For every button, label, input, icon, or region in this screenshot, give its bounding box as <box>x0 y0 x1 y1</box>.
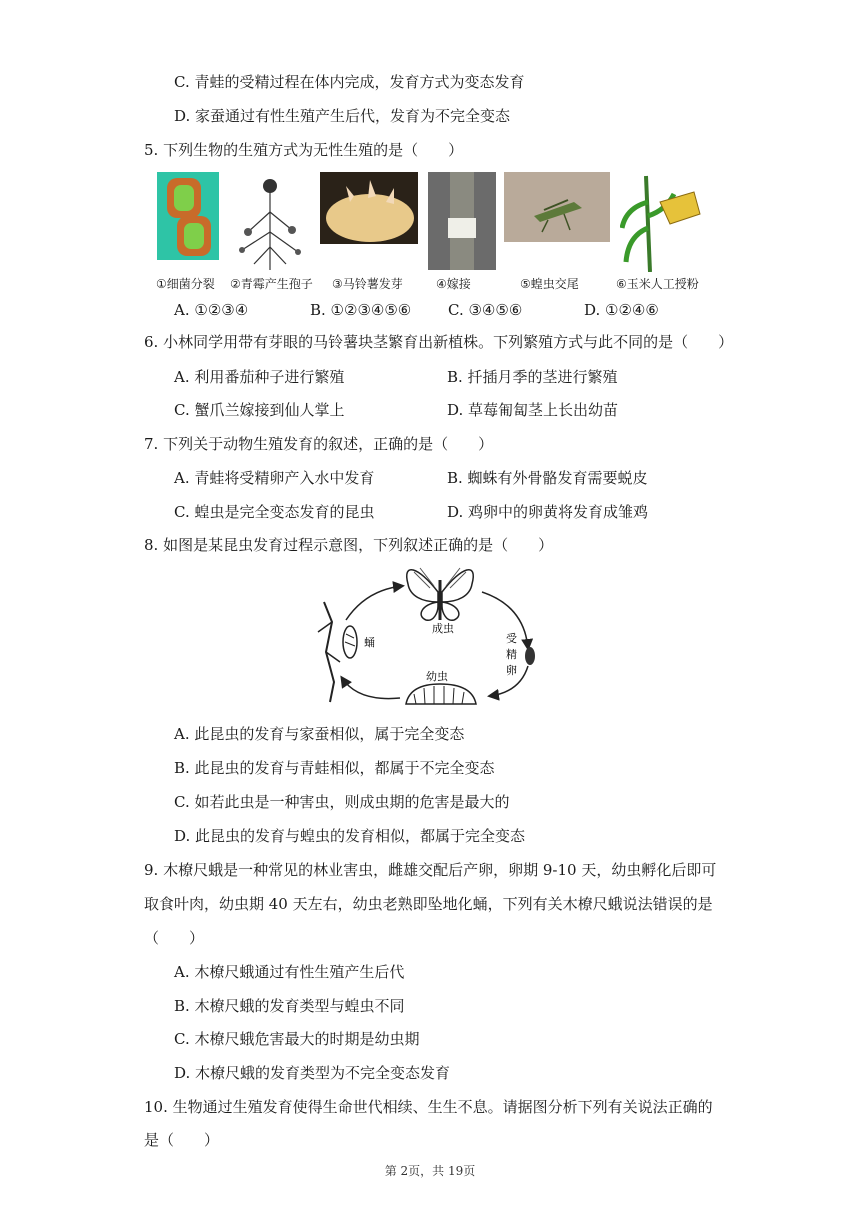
grafting-image <box>428 172 496 270</box>
butterfly-icon <box>407 568 474 620</box>
page-footer: 第 2页，共 19页 <box>384 1164 476 1178</box>
caption-locust: ⑤蝗虫交尾 <box>520 277 579 291</box>
caption-corn: ⑥玉米人工授粉 <box>616 277 699 291</box>
q5-option-d: D. ①②④⑥ <box>584 301 659 319</box>
locust-image <box>504 172 610 242</box>
q6-option-a: A. 利用番茄种子进行繁殖 <box>174 368 345 386</box>
label-adult: 成虫 <box>432 622 454 635</box>
q9-stem-line1: 9. 木橑尺蛾是一种常见的林业害虫，雌雄交配后产卵，卵期 9-10 天，幼虫孵化后即可 <box>144 861 717 879</box>
caption-potato: ③马铃薯发芽 <box>332 277 403 291</box>
q5-figures <box>150 172 720 292</box>
q4-option-c: C. 青蛙的受精过程在体内完成，发育方式为变态发育 <box>174 73 525 91</box>
q6-option-b: B. 扦插月季的茎进行繁殖 <box>447 368 618 386</box>
caption-penicillium: ②青霉产生孢子 <box>230 277 313 291</box>
q6-stem: 6. 小林同学用带有芽眼的马铃薯块茎繁育出新植株。下列繁殖方式与此不同的是（ ） <box>144 333 734 351</box>
q6-option-c: C. 蟹爪兰嫁接到仙人掌上 <box>174 401 345 419</box>
q9-option-b: B. 木橑尺蛾的发育类型与蝗虫不同 <box>174 997 405 1015</box>
q9-stem-line2: 取食叶肉，幼虫期 40 天左右，幼虫老熟即坠地化蛹，下列有关木橑尺蛾说法错误的是 <box>144 895 713 913</box>
label-egg-1: 受 <box>506 632 517 645</box>
q8-option-d: D. 此昆虫的发育与蝗虫的发育相似，都属于完全变态 <box>174 827 526 845</box>
q10-stem-line2: 是（ ） <box>144 1131 220 1149</box>
q6-option-d: D. 草莓匍匐茎上长出幼苗 <box>447 401 619 419</box>
q8-option-b: B. 此昆虫的发育与青蛙相似，都属于不完全变态 <box>174 759 495 777</box>
q9-option-a: A. 木橑尺蛾通过有性生殖产生后代 <box>174 963 405 981</box>
corn-image <box>620 172 704 272</box>
label-egg-2: 精 <box>506 648 517 661</box>
q7-option-a: A. 青蛙将受精卵产入水中发育 <box>174 469 375 487</box>
bacteria-image <box>157 172 219 260</box>
caption-bacteria: ①细菌分裂 <box>156 277 215 291</box>
label-larva: 幼虫 <box>426 670 448 683</box>
q5-stem: 5. 下列生物的生殖方式为无性生殖的是（ ） <box>144 141 464 159</box>
q9-stem-line3: （ ） <box>144 929 205 947</box>
label-pupa: 蛹 <box>364 636 375 649</box>
potato-image <box>320 172 418 244</box>
q8-stem: 8. 如图是某昆虫发育过程示意图，下列叙述正确的是（ ） <box>144 536 554 554</box>
larva-icon <box>406 684 476 704</box>
q5-option-c: C. ③④⑤⑥ <box>448 301 523 319</box>
insect-lifecycle-diagram <box>310 562 550 714</box>
egg-icon <box>525 647 535 665</box>
q10-stem-line1: 10. 生物通过生殖发育使得生命世代相续、生生不息。请据图分析下列有关说法正确的 <box>144 1098 713 1116</box>
penicillium-image <box>230 172 310 272</box>
q8-option-a: A. 此昆虫的发育与家蚕相似，属于完全变态 <box>174 725 465 743</box>
q7-stem: 7. 下列关于动物生殖发育的叙述，正确的是（ ） <box>144 435 494 453</box>
q9-option-d: D. 木橑尺蛾的发育类型为不完全变态发育 <box>174 1064 451 1082</box>
q5-option-b: B. ①②③④⑤⑥ <box>310 301 412 319</box>
q8-option-c: C. 如若此虫是一种害虫，则成虫期的危害是最大的 <box>174 793 510 811</box>
caption-grafting: ④嫁接 <box>436 277 471 291</box>
q4-option-d: D. 家蚕通过有性生殖产生后代，发育为不完全变态 <box>174 107 511 125</box>
q5-option-a: A. ①②③④ <box>174 301 249 319</box>
label-egg-3: 卵 <box>506 664 517 677</box>
q7-option-b: B. 蜘蛛有外骨骼发育需要蜕皮 <box>447 469 648 487</box>
q7-option-c: C. 蝗虫是完全变态发育的昆虫 <box>174 503 375 521</box>
q9-option-c: C. 木橑尺蛾危害最大的时期是幼虫期 <box>174 1030 420 1048</box>
q7-option-d: D. 鸡卵中的卵黄将发育成雏鸡 <box>447 503 649 521</box>
